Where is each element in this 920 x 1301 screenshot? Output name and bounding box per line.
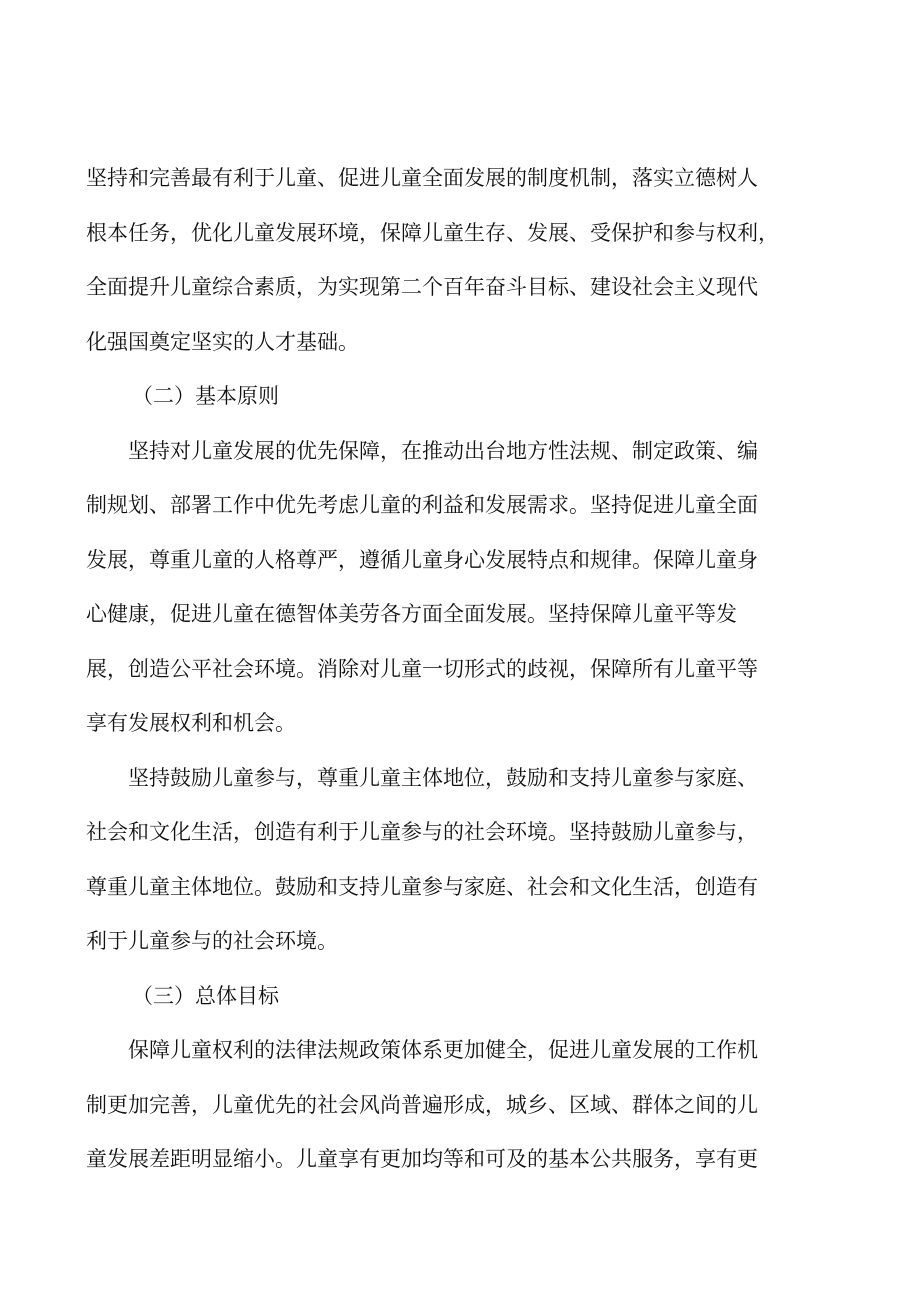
body-text-line: 制规划、部署工作中优先考虑儿童的利益和发展需求。坚持促进儿童全面 <box>86 493 758 517</box>
body-text-line: 坚持和完善最有利于儿童、促进儿童全面发展的制度机制，落实立德树人 <box>86 166 758 190</box>
body-text-line: 童发展差距明显缩小。儿童享有更加均等和可及的基本公共服务，享有更 <box>86 1147 758 1171</box>
body-text-line: 社会和文化生活，创造有利于儿童参与的社会环境。坚持鼓励儿童参与， <box>86 820 758 844</box>
body-text-line: 展，创造公平社会环境。消除对儿童一切形式的歧视，保障所有儿童平等 <box>86 657 758 681</box>
body-text-line: 尊重儿童主体地位。鼓励和支持儿童参与家庭、社会和文化生活，创造有 <box>86 875 758 899</box>
body-text-line: 享有发展权利和机会。 <box>86 711 296 735</box>
section-heading: （三）总体目标 <box>132 984 279 1008</box>
body-text-line: 化强国奠定坚实的人才基础。 <box>86 330 359 354</box>
body-text-line: 发展，尊重儿童的人格尊严，遵循儿童身心发展特点和规律。保障儿童身 <box>86 548 758 572</box>
body-text-line: 保障儿童权利的法律法规政策体系更加健全，促进儿童发展的工作机 <box>128 1038 758 1062</box>
body-text-line: 根本任务，优化儿童发展环境，保障儿童生存、发展、受保护和参与权利， <box>86 221 779 245</box>
body-text-line: 全面提升儿童综合素质，为实现第二个百年奋斗目标、建设社会主义现代 <box>86 275 758 299</box>
body-text-line: 制更加完善，儿童优先的社会风尚普遍形成，城乡、区域、群体之间的儿 <box>86 1093 758 1117</box>
body-text-line: 坚持鼓励儿童参与，尊重儿童主体地位，鼓励和支持儿童参与家庭、 <box>128 766 758 790</box>
section-heading: （二）基本原则 <box>132 384 279 408</box>
body-text-line: 心健康，促进儿童在德智体美劳各方面全面发展。坚持保障儿童平等发 <box>86 602 737 626</box>
body-text-line: 利于儿童参与的社会环境。 <box>86 929 338 953</box>
body-text-line: 坚持对儿童发展的优先保障，在推动出台地方性法规、制定政策、编 <box>128 439 758 463</box>
